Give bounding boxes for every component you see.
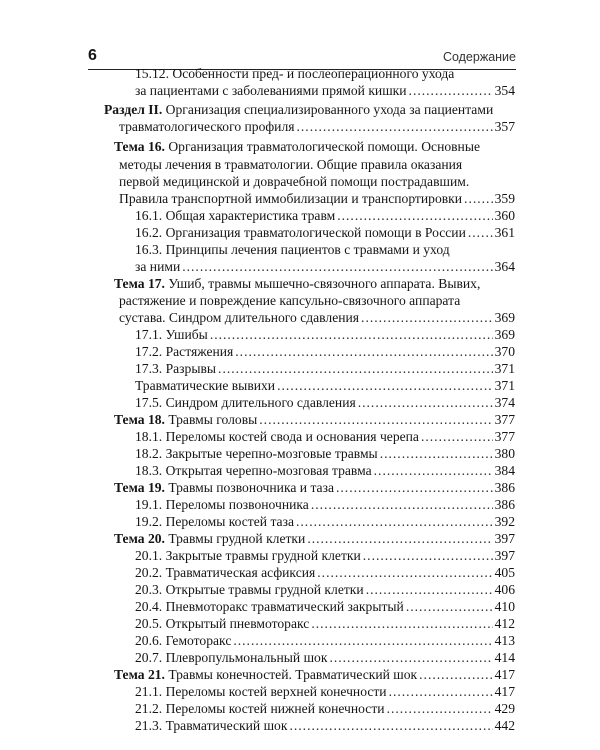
toc-page-number: 369 [494, 327, 515, 342]
toc-entry-text: травматологического профиля [119, 119, 295, 134]
toc-entry [135, 649, 515, 666]
toc-page-number: 386 [494, 497, 515, 512]
toc-entry [119, 190, 515, 207]
toc-entry-title [104, 102, 493, 117]
toc-entry-title [114, 276, 480, 291]
toc-entry-title [135, 82, 407, 99]
toc-entry [104, 101, 493, 118]
toc-page-number: 442 [494, 718, 515, 733]
toc-entry-title [135, 224, 466, 241]
leader-dots [366, 581, 493, 598]
toc-entry-text: 15.12. Особенности пред- и послеоперационного ухода [135, 66, 455, 81]
toc-entry-text: Правила транспортной иммобилизации и транспортировки [119, 191, 463, 206]
toc-entry-text: 19.2. Переломы костей таза [135, 514, 294, 529]
toc-entry-text: 21.1. Переломы костей верхней конечности [135, 684, 387, 699]
toc-page-number: 361 [494, 225, 515, 240]
toc-entry [135, 547, 515, 564]
toc-entry-title [135, 581, 364, 598]
toc-entry-title [114, 411, 257, 428]
toc-entry [135, 598, 515, 615]
toc-page-number: 413 [494, 633, 515, 648]
toc-entry-label: Раздел II. [104, 102, 163, 117]
toc-entry-text: Травмы грудной клетки [164, 531, 306, 546]
toc-entry-text: 18.2. Закрытые черепно-мозговые травмы [135, 446, 378, 461]
toc-entry [119, 292, 460, 309]
toc-entry [135, 326, 515, 343]
page-number: 6 [88, 47, 97, 64]
toc-entry-text: 21.3. Травматический шок [135, 718, 288, 733]
toc-page-number: 357 [494, 119, 515, 134]
toc-page-number: 364 [494, 259, 515, 274]
toc-page-number: 371 [494, 361, 515, 376]
leader-dots [311, 615, 492, 632]
toc-entry-title [135, 717, 287, 734]
leader-dots [329, 649, 492, 666]
toc-entry [135, 258, 515, 275]
leader-dots [317, 564, 492, 581]
toc-entry-title [135, 547, 361, 564]
toc-page-number: 410 [494, 599, 515, 614]
toc-page-number: 397 [494, 531, 515, 546]
toc-page-number: 417 [494, 667, 515, 682]
toc-entry-text: сустава. Синдром длительного сдавления [119, 310, 360, 325]
toc-entry-title [135, 598, 404, 615]
toc-entry-text: за пациентами с заболеваниями прямой кишки [135, 83, 407, 98]
leader-dots [421, 428, 493, 445]
toc-entry [135, 564, 515, 581]
toc-entry-title [119, 157, 462, 172]
leader-dots [389, 683, 493, 700]
leader-dots [337, 207, 492, 224]
toc-page-number: 417 [494, 684, 515, 699]
toc-page-number: 412 [494, 616, 515, 631]
toc-page-number: 354 [494, 83, 515, 98]
toc-entry [135, 82, 515, 99]
toc-entry-title [114, 530, 305, 547]
toc-entry-text: 20.5. Открытый пневмоторакс [135, 616, 310, 631]
toc-entry-title [135, 258, 180, 275]
toc-entry-title [135, 445, 378, 462]
toc-entry [135, 207, 515, 224]
toc-entry-title [135, 615, 309, 632]
leader-dots [259, 411, 492, 428]
toc-entry-text: 18.1. Переломы костей свода и основания черепа [135, 429, 419, 444]
toc-entry-text: 16.1. Общая характеристика травм [135, 208, 336, 223]
toc-entry [135, 700, 515, 717]
toc-entry [135, 496, 515, 513]
toc-entry-title [135, 343, 233, 360]
toc-entry [135, 224, 515, 241]
toc-entry-text: 21.2. Переломы костей нижней конечности [135, 701, 385, 716]
toc-entry-text: 16.3. Принципы лечения пациентов с травмами и уход [135, 242, 450, 257]
toc-entry-text: Травмы конечностей. Травматический шок [164, 667, 418, 682]
leader-dots [406, 598, 493, 615]
toc-entry-text: первой медицинской и доврачебной помощи пострадавшим. [119, 174, 470, 189]
toc-entry-title [135, 513, 294, 530]
toc-entry-text: за ними [135, 259, 181, 274]
leader-dots [277, 377, 493, 394]
toc-entry [135, 360, 515, 377]
toc-entry-text: Организация специализированного ухода за пациентами [162, 102, 494, 117]
leader-dots [218, 360, 493, 377]
toc-entry [135, 377, 515, 394]
toc-entry-title [135, 683, 387, 700]
toc-page-number: 405 [494, 565, 515, 580]
toc-entry-title [135, 564, 315, 581]
toc-entry [135, 343, 515, 360]
leader-dots [297, 118, 493, 135]
leader-dots [307, 530, 492, 547]
toc-entry-title [135, 326, 208, 343]
toc-entry-label: Тема 20. [114, 531, 165, 546]
leader-dots [387, 700, 493, 717]
leader-dots [464, 190, 493, 207]
toc-entry-text: 19.1. Переломы позвоночника [135, 497, 309, 512]
toc-entry [135, 632, 515, 649]
leader-dots [358, 394, 493, 411]
toc-entry [114, 666, 515, 683]
toc-entry [114, 275, 480, 292]
leader-dots [363, 547, 493, 564]
toc-entry-text: 20.6. Гемоторакс [135, 633, 232, 648]
leader-dots [468, 224, 493, 241]
toc-entry-text: 16.2. Организация травматологической помощи в России [135, 225, 466, 240]
leader-dots [289, 717, 492, 734]
toc-entry-text: Травмы позвоночника и таза [164, 480, 334, 495]
toc-page-number: 360 [494, 208, 515, 223]
toc-entry [135, 683, 515, 700]
toc-page-number: 429 [494, 701, 515, 716]
toc-entry-text: 20.3. Открытые травмы грудной клетки [135, 582, 364, 597]
toc-entry-text: Травмы головы [164, 412, 258, 427]
toc-entry [114, 138, 480, 155]
toc-entry-title [114, 666, 417, 683]
toc-entry-title [135, 207, 335, 224]
toc-entry-title [119, 118, 295, 135]
toc-page-number: 374 [494, 395, 515, 410]
toc-entry-text: 20.4. Пневмоторакс травматический закрытый [135, 599, 404, 614]
toc-entry-text: методы лечения в травматологии. Общие правила оказания [119, 157, 463, 172]
leader-dots [336, 479, 493, 496]
toc-entry-title [135, 649, 327, 666]
toc-entry [119, 309, 515, 326]
toc-page-number: 377 [494, 412, 515, 427]
toc-entry-text: 17.5. Синдром длительного сдавления [135, 395, 356, 410]
toc-page-number: 377 [494, 429, 515, 444]
toc-entry-title [119, 293, 460, 308]
toc-entry-title [135, 360, 216, 377]
toc-page-number: 371 [494, 378, 515, 393]
toc-entry [119, 156, 462, 173]
toc-entry [135, 462, 515, 479]
leader-dots [311, 496, 493, 513]
toc-entry-text: растяжение и повреждение капсульно-связочного аппарата [119, 293, 461, 308]
toc-entry-label: Тема 16. [114, 139, 165, 154]
toc-entry-text: 20.1. Закрытые травмы грудной клетки [135, 548, 361, 563]
toc-entry [135, 445, 515, 462]
toc-entry-title [119, 190, 462, 207]
toc-entry-title [135, 462, 372, 479]
toc-entry-text: 20.7. Плевропульмональный шок [135, 650, 328, 665]
toc-page-number: 384 [494, 463, 515, 478]
toc-entry [135, 615, 515, 632]
leader-dots [419, 666, 492, 683]
toc-entry-title [135, 242, 450, 257]
toc-page-number: 359 [494, 191, 515, 206]
toc-entry [135, 717, 515, 734]
toc-page-number: 369 [494, 310, 515, 325]
toc-page-number: 392 [494, 514, 515, 529]
toc-entry-title [135, 377, 275, 394]
toc-entry-text: 17.3. Разрывы [135, 361, 217, 376]
toc-entry [135, 428, 515, 445]
toc-entry [114, 411, 515, 428]
leader-dots [233, 632, 492, 649]
toc-page-number: 370 [494, 344, 515, 359]
toc-entry-label: Тема 18. [114, 412, 165, 427]
leader-dots [296, 513, 493, 530]
toc-entry-title [135, 394, 356, 411]
toc-page-number: 406 [494, 582, 515, 597]
leader-dots [235, 343, 492, 360]
toc-page-number: 397 [494, 548, 515, 563]
toc-entry-title [135, 632, 231, 649]
toc-entry-text: 18.3. Открытая черепно-мозговая травма [135, 463, 372, 478]
toc-entry-text: Травматические вывихи [135, 378, 276, 393]
toc-entry [114, 479, 515, 496]
toc-entry-text: Организация травматологической помощи. Основные [164, 139, 480, 154]
toc-page-number: 386 [494, 480, 515, 495]
leader-dots [409, 82, 493, 99]
toc-entry-text: Ушиб, травмы мышечно-связочного аппарата. Вывих, [164, 276, 481, 291]
leader-dots [210, 326, 493, 343]
toc-entry-title [114, 139, 480, 154]
toc-entry-text: 17.2. Растяжения [135, 344, 234, 359]
toc-entry-title [135, 700, 385, 717]
toc-page-number: 380 [494, 446, 515, 461]
toc-entry [135, 65, 454, 82]
running-title: Содержание [442, 50, 516, 64]
toc-entry [114, 530, 515, 547]
toc-entry [119, 118, 515, 135]
toc-entry-title [119, 174, 469, 189]
leader-dots [182, 258, 492, 275]
toc-entry [135, 394, 515, 411]
toc-entry [135, 241, 450, 258]
toc-page-number: 414 [494, 650, 515, 665]
leader-dots [374, 462, 493, 479]
leader-dots [361, 309, 493, 326]
toc-entry-title [135, 428, 419, 445]
toc-entry-text: 17.1. Ушибы [135, 327, 208, 342]
toc-entry-text: 20.2. Травматическая асфиксия [135, 565, 316, 580]
toc-entry-title [135, 496, 309, 513]
toc-entry-label: Тема 21. [114, 667, 165, 682]
toc-entry [135, 581, 515, 598]
toc-entry-label: Тема 19. [114, 480, 165, 495]
leader-dots [380, 445, 493, 462]
toc-entry-label: Тема 17. [114, 276, 165, 291]
toc-entry [119, 173, 469, 190]
toc-entry [135, 513, 515, 530]
toc-entry-title [114, 479, 334, 496]
toc-entry-title [119, 309, 359, 326]
toc-entry-title [135, 66, 454, 81]
